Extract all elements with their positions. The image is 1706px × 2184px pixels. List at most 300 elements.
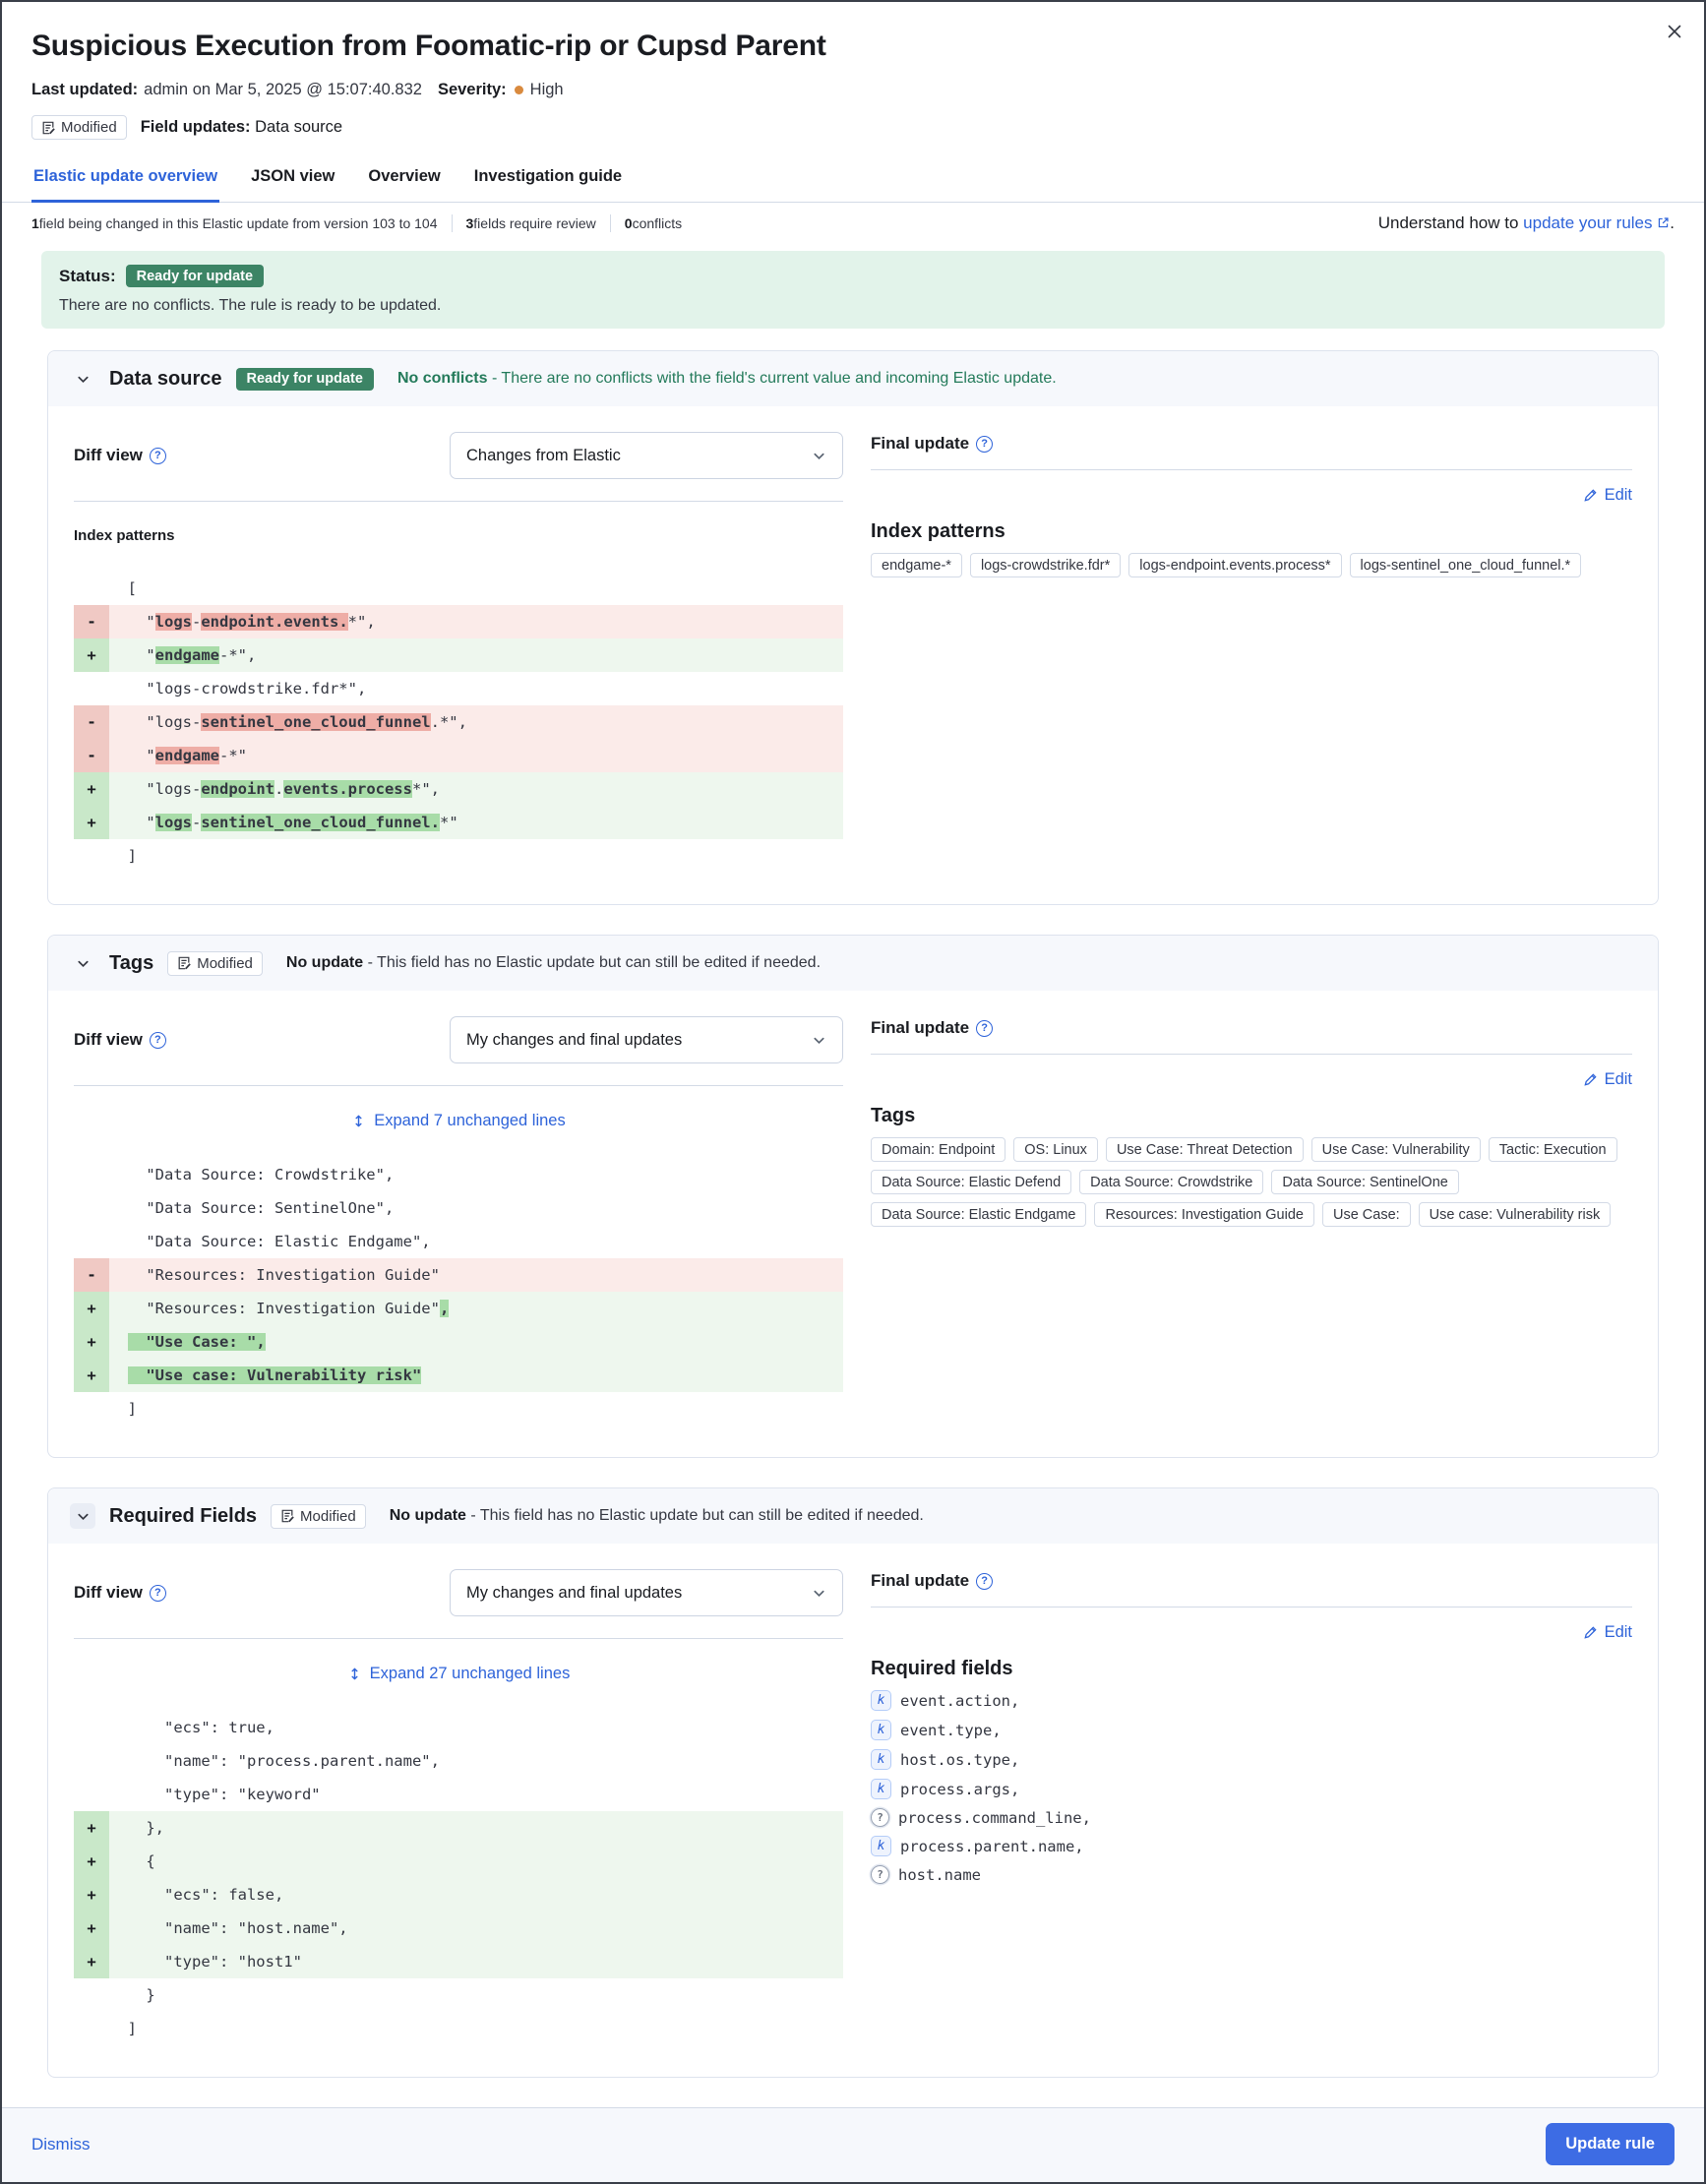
section-status — [390, 1507, 924, 1525]
diff-view-select-value: My changes and final updates — [466, 1583, 683, 1602]
value-badge: Data Source: SentinelOne — [1271, 1170, 1458, 1194]
required-field-name: host.name — [898, 1865, 981, 1884]
required-field-item — [871, 1836, 1632, 1856]
diff-code — [109, 1778, 843, 1811]
diff-text: " — [109, 814, 155, 831]
diff-line — [74, 1711, 843, 1744]
diff-view-row — [74, 1001, 843, 1086]
required-field-name: process.command_line, — [898, 1808, 1091, 1827]
chevron-down-icon — [76, 1509, 91, 1524]
expand-unchanged-text: Expand 7 unchanged lines — [374, 1112, 566, 1129]
keyword-type-icon: k — [871, 1749, 891, 1770]
diff-line — [74, 1258, 843, 1292]
diff-text: "ecs": true, — [109, 1719, 274, 1736]
last-updated-label: Last updated: — [31, 81, 139, 98]
diff-gutter: + — [74, 1945, 109, 1978]
diff-line — [74, 772, 843, 806]
diff-block — [74, 1711, 843, 2045]
diff-code — [109, 1392, 843, 1426]
final-update-heading-row — [871, 1553, 1632, 1608]
help-icon[interactable]: ? — [976, 436, 993, 453]
diff-code — [109, 1878, 843, 1911]
flyout-header — [2, 2, 1704, 161]
edit-link[interactable] — [1583, 1623, 1632, 1642]
diff-code — [109, 1978, 843, 2012]
diff-word-highlight: logs — [154, 613, 192, 631]
diff-line — [74, 705, 843, 739]
diff-gutter: + — [74, 1292, 109, 1325]
diff-line — [74, 1325, 843, 1359]
status-label: Status: — [59, 266, 116, 285]
final-update-label: Final update — [871, 434, 970, 453]
value-badge: Domain: Endpoint — [871, 1137, 1005, 1162]
final-field-heading: Required fields — [871, 1658, 1013, 1679]
diff-code — [109, 1292, 843, 1325]
info-count: 3 — [465, 215, 474, 231]
document-edit-icon — [41, 121, 55, 135]
section-status-strong: No conflicts — [396, 370, 488, 387]
chevron-down-icon — [812, 1033, 826, 1048]
diff-line — [74, 739, 843, 772]
diff-text: "Resources: Investigation Guide" — [109, 1300, 440, 1317]
tab-json-view[interactable]: JSON view — [251, 167, 335, 185]
section-status-strong: No update — [285, 954, 364, 971]
edit-row — [871, 1070, 1632, 1089]
diff-text: "name": "host.name", — [109, 1919, 348, 1937]
diff-line — [74, 1225, 843, 1258]
document-edit-icon — [280, 1509, 294, 1523]
section-header-tags — [48, 936, 1658, 991]
diff-code — [109, 638, 843, 672]
diff-gutter — [74, 1392, 109, 1426]
help-icon[interactable]: ? — [150, 448, 166, 464]
diff-code — [109, 605, 843, 638]
diff-word-highlight: endgame — [154, 646, 219, 664]
diff-text: " — [109, 646, 155, 664]
required-field-item — [871, 1749, 1632, 1770]
tab-investigation-guide[interactable]: Investigation guide — [473, 167, 623, 185]
dismiss-link[interactable]: Dismiss — [31, 2134, 91, 2154]
diff-column — [74, 1553, 843, 2045]
diff-text: - — [192, 613, 202, 631]
last-updated-value: admin on Mar 5, 2025 @ 15:07:40.832 — [144, 81, 422, 98]
value-badge: Use Case: — [1322, 1202, 1411, 1227]
section-status — [397, 370, 1057, 388]
edit-row — [871, 1623, 1632, 1642]
diff-gutter — [74, 1711, 109, 1744]
final-update-column — [871, 416, 1632, 873]
diff-text: "type": "host1" — [109, 1953, 302, 1971]
close-icon — [1667, 24, 1682, 39]
pencil-icon — [1583, 1072, 1598, 1087]
page-title: Suspicious Execution from Foomatic-rip or Cupsd Parent — [31, 30, 826, 62]
diff-text: . — [274, 780, 284, 798]
value-badge: logs-crowdstrike.fdr* — [970, 553, 1121, 577]
close-button[interactable] — [1659, 16, 1690, 47]
diff-line — [74, 672, 843, 705]
diff-gutter — [74, 1225, 109, 1258]
keyword-type-icon: k — [871, 1690, 891, 1711]
diff-code — [109, 1845, 843, 1878]
diff-gutter — [74, 1744, 109, 1778]
update-info-segments — [31, 214, 682, 232]
section-panel-tags — [47, 935, 1659, 1458]
diff-text: *" — [439, 814, 458, 831]
value-badge: Use Case: Threat Detection — [1106, 1137, 1304, 1162]
diff-view-label-wrap — [74, 1030, 166, 1050]
info-divider — [452, 214, 453, 232]
info-text: field being changed in this Elastic update from version 103 to 104 — [38, 215, 438, 231]
diff-line — [74, 806, 843, 839]
severity-dot-icon — [515, 86, 523, 94]
diff-line — [74, 1158, 843, 1191]
diff-code — [109, 839, 843, 873]
section-title: Tags — [109, 951, 154, 974]
diff-code — [109, 705, 843, 739]
diff-line — [74, 1392, 843, 1426]
final-badges — [871, 553, 1632, 577]
diff-text: "Data Source: SentinelOne", — [109, 1199, 395, 1217]
update-info-segment — [466, 215, 596, 231]
diff-view-select[interactable] — [450, 432, 843, 479]
help-icon[interactable]: ? — [150, 1032, 166, 1049]
update-info-segment — [31, 215, 438, 231]
unknown-type-icon: ? — [871, 1808, 889, 1827]
diff-view-label: Diff view — [74, 1030, 143, 1049]
required-field-item — [871, 1865, 1632, 1884]
collapse-toggle[interactable] — [70, 366, 95, 392]
section-panel-required-fields — [47, 1487, 1659, 2078]
diff-text — [109, 1333, 128, 1351]
diff-gutter: - — [74, 1258, 109, 1292]
value-badge: Use Case: Vulnerability — [1311, 1137, 1481, 1162]
diff-text: "type": "keyword" — [109, 1786, 321, 1803]
section-body — [48, 406, 1658, 904]
diff-text: "Data Source: Elastic Endgame", — [109, 1233, 431, 1250]
diff-text: ] — [109, 847, 137, 865]
diff-line — [74, 605, 843, 638]
diff-code — [109, 1811, 843, 1845]
diff-text: } — [109, 1986, 155, 2004]
diff-line — [74, 1878, 843, 1911]
diff-line — [74, 1778, 843, 1811]
diff-gutter — [74, 839, 109, 873]
section-body — [48, 991, 1658, 1457]
diff-text: "logs- — [109, 713, 202, 731]
required-field-item — [871, 1720, 1632, 1740]
modified-badge-label: Modified — [197, 954, 253, 972]
help-text: Understand how to update your rules . — [1377, 213, 1675, 232]
diff-line — [74, 2012, 843, 2045]
diff-gutter: + — [74, 806, 109, 839]
edit-link-label: Edit — [1604, 1623, 1632, 1641]
help-icon[interactable]: ? — [976, 1020, 993, 1037]
diff-code — [109, 1325, 843, 1359]
required-fields-list — [871, 1690, 1632, 1884]
diff-line — [74, 1911, 843, 1945]
diff-text: ] — [109, 1400, 137, 1418]
update-rule-button[interactable]: Update rule — [1546, 2123, 1675, 2165]
diff-code — [109, 1911, 843, 1945]
diff-code — [109, 1158, 843, 1191]
section-status-text: - This field has no Elastic update but can still be edited if needed. — [465, 1507, 924, 1524]
diff-gutter: + — [74, 1325, 109, 1359]
diff-line — [74, 1359, 843, 1392]
diff-text: -*" — [219, 747, 247, 764]
diff-code — [109, 1258, 843, 1292]
info-text: conflicts — [632, 215, 683, 231]
diff-line — [74, 1191, 843, 1225]
diff-block — [74, 1158, 843, 1426]
edit-row — [871, 486, 1632, 505]
help-icon[interactable]: ? — [976, 1573, 993, 1590]
required-field-name: event.type, — [900, 1721, 1002, 1739]
info-divider — [610, 214, 611, 232]
value-badge: endgame-* — [871, 553, 962, 577]
update-rules-link[interactable]: update your rules — [1523, 213, 1653, 232]
diff-code — [109, 2012, 843, 2045]
final-update-label: Final update — [871, 1018, 970, 1037]
update-info-row — [2, 203, 1704, 245]
diff-gutter: + — [74, 772, 109, 806]
chevron-down-icon — [812, 1586, 826, 1601]
final-update-column — [871, 1553, 1632, 2045]
edit-link-label: Edit — [1604, 486, 1632, 504]
section-header-required-fields — [48, 1488, 1658, 1544]
section-status — [286, 954, 821, 972]
expand-unchanged-text: Expand 27 unchanged lines — [369, 1665, 571, 1682]
info-count: 1 — [31, 215, 39, 231]
diff-view-select[interactable] — [450, 1569, 843, 1616]
value-badge: logs-endpoint.events.process* — [1128, 553, 1341, 577]
field-sections — [2, 350, 1704, 2107]
diff-code — [109, 739, 843, 772]
diff-view-select-value: My changes and final updates — [466, 1030, 683, 1049]
diff-word-highlight: endpoint — [201, 780, 274, 798]
diff-view-label: Diff view — [74, 446, 143, 464]
diff-line — [74, 1978, 843, 2012]
value-badge: Tactic: Execution — [1489, 1137, 1617, 1162]
value-badge: Resources: Investigation Guide — [1094, 1202, 1314, 1227]
diff-field-label: Index patterns — [74, 527, 175, 544]
diff-view-label-wrap — [74, 1583, 166, 1603]
diff-code — [109, 1744, 843, 1778]
diff-text: "Data Source: Crowdstrike", — [109, 1166, 395, 1183]
status-message: There are no conflicts. The rule is ready to be updated. — [59, 297, 442, 314]
value-badge: logs-sentinel_one_cloud_funnel.* — [1350, 553, 1582, 577]
diff-text: "logs- — [109, 780, 202, 798]
diff-gutter: + — [74, 1911, 109, 1945]
status-banner — [41, 251, 1665, 329]
flyout-footer — [2, 2107, 1704, 2184]
diff-text: { — [109, 1852, 155, 1870]
keyword-type-icon: k — [871, 1720, 891, 1740]
keyword-type-icon: k — [871, 1779, 891, 1799]
diff-gutter: - — [74, 705, 109, 739]
diff-gutter: + — [74, 638, 109, 672]
section-status-text: - There are no conflicts with the field's current value and incoming Elastic update. — [487, 370, 1057, 387]
document-edit-icon — [177, 956, 191, 970]
modified-badge: Modified — [31, 115, 127, 140]
required-field-name: host.os.type, — [900, 1750, 1020, 1769]
diff-text: - — [192, 814, 202, 831]
diff-code — [109, 1359, 843, 1392]
diff-text: " — [109, 747, 155, 764]
diff-text: " — [109, 613, 155, 631]
diff-view-select-value: Changes from Elastic — [466, 446, 621, 464]
unknown-type-icon: ? — [871, 1865, 889, 1884]
diff-view-label-wrap — [74, 446, 166, 465]
meta-row — [31, 81, 1675, 99]
final-update-column — [871, 1001, 1632, 1426]
diff-line — [74, 1744, 843, 1778]
diff-gutter: + — [74, 1811, 109, 1845]
diff-text: "Resources: Investigation Guide" — [109, 1266, 440, 1284]
edit-link[interactable] — [1583, 486, 1632, 505]
diff-line — [74, 839, 843, 873]
diff-line — [74, 1292, 843, 1325]
collapse-toggle[interactable] — [70, 950, 95, 976]
tab-overview[interactable]: Overview — [368, 167, 441, 185]
final-field-heading: Index patterns — [871, 520, 1005, 542]
diff-line — [74, 638, 843, 672]
info-count: 0 — [624, 215, 633, 231]
edit-link-label: Edit — [1604, 1070, 1632, 1088]
ready-for-update-badge: Ready for update — [236, 368, 374, 391]
update-info-segment — [625, 215, 682, 231]
chevron-down-icon — [76, 372, 91, 387]
diff-text: "logs-crowdstrike.fdr*", — [109, 680, 367, 698]
diff-text: .*", — [430, 713, 467, 731]
diff-gutter — [74, 1191, 109, 1225]
required-field-name: process.args, — [900, 1780, 1020, 1798]
diff-code — [109, 1945, 843, 1978]
diff-word-highlight: sentinel_one_cloud_funnel. — [201, 814, 440, 831]
final-update-heading-row — [871, 416, 1632, 470]
diff-view-row — [74, 1553, 843, 1639]
keyword-type-icon: k — [871, 1836, 891, 1856]
edit-link[interactable] — [1583, 1070, 1632, 1089]
pencil-icon — [1583, 488, 1598, 503]
chevron-down-icon — [76, 956, 91, 971]
help-icon[interactable]: ? — [150, 1585, 166, 1602]
diff-word-highlight: endgame — [154, 747, 219, 764]
diff-gutter — [74, 2012, 109, 2045]
field-updates: Field updates: Data source — [140, 118, 343, 136]
diff-code — [109, 572, 843, 605]
diff-column — [74, 1001, 843, 1426]
diff-text: "name": "process.parent.name", — [109, 1752, 440, 1770]
required-field-item — [871, 1808, 1632, 1827]
diff-line — [74, 572, 843, 605]
required-field-item — [871, 1779, 1632, 1799]
diff-text — [109, 1366, 128, 1384]
external-link-icon — [1657, 216, 1670, 229]
info-text: fields require review — [473, 215, 596, 231]
diff-gutter — [74, 672, 109, 705]
diff-code — [109, 806, 843, 839]
severity-value: High — [529, 81, 564, 98]
diff-gutter — [74, 1158, 109, 1191]
diff-gutter: - — [74, 739, 109, 772]
status-badge: Ready for update — [126, 265, 264, 287]
required-field-item — [871, 1690, 1632, 1711]
diff-view-select[interactable] — [450, 1016, 843, 1063]
diff-line — [74, 1845, 843, 1878]
diff-word-highlight: "Use case: Vulnerability risk" — [127, 1366, 422, 1384]
diff-view-label: Diff view — [74, 1583, 143, 1602]
diff-word-highlight: events.process — [283, 780, 412, 798]
expand-unchanged-link[interactable] — [74, 1665, 843, 1683]
diff-gutter: + — [74, 1845, 109, 1878]
chevron-down-icon — [812, 449, 826, 463]
tab-elastic-update-overview[interactable]: Elastic update overview — [31, 161, 219, 203]
diff-gutter: + — [74, 1878, 109, 1911]
final-field-heading: Tags — [871, 1105, 916, 1126]
diff-gutter — [74, 572, 109, 605]
diff-text: }, — [109, 1819, 164, 1837]
tab-bar — [2, 161, 1704, 203]
pencil-icon — [1583, 1625, 1598, 1640]
diff-gutter: + — [74, 1359, 109, 1392]
diff-gutter — [74, 1978, 109, 2012]
modified-badge — [271, 1504, 366, 1529]
diff-gutter: - — [74, 605, 109, 638]
value-badge: Data Source: Elastic Defend — [871, 1170, 1071, 1194]
diff-code — [109, 1225, 843, 1258]
diff-line — [74, 1945, 843, 1978]
collapse-toggle[interactable] — [70, 1503, 95, 1529]
final-badges — [871, 1137, 1632, 1227]
severity-label: Severity: — [437, 81, 507, 98]
value-badge: OS: Linux — [1013, 1137, 1098, 1162]
final-update-heading-row — [871, 1001, 1632, 1055]
section-header-data-source — [48, 351, 1658, 406]
diff-word-highlight: logs — [154, 814, 192, 831]
diff-word-highlight: sentinel_one_cloud_funnel — [201, 713, 431, 731]
section-title: Data source — [109, 367, 222, 390]
section-title: Required Fields — [109, 1504, 258, 1527]
diff-code — [109, 672, 843, 705]
value-badge: Data Source: Elastic Endgame — [871, 1202, 1086, 1227]
diff-word-highlight: , — [439, 1300, 450, 1317]
diff-column — [74, 416, 843, 873]
diff-text: ] — [109, 2020, 137, 2037]
diff-text: "ecs": false, — [109, 1886, 284, 1904]
value-badge: Data Source: Crowdstrike — [1079, 1170, 1263, 1194]
diff-text: [ — [109, 579, 137, 597]
section-panel-data-source — [47, 350, 1659, 905]
required-field-name: event.action, — [900, 1691, 1020, 1710]
diff-text: *", — [347, 613, 376, 631]
value-badge: Use case: Vulnerability risk — [1419, 1202, 1612, 1227]
diff-view-row — [74, 416, 843, 502]
modified-badge — [167, 951, 263, 976]
expand-arrows-icon — [351, 1114, 366, 1128]
diff-code — [109, 1191, 843, 1225]
expand-unchanged-link[interactable] — [74, 1112, 843, 1130]
diff-line — [74, 1811, 843, 1845]
final-update-label: Final update — [871, 1571, 970, 1590]
expand-arrows-icon — [347, 1667, 362, 1681]
diff-code — [109, 772, 843, 806]
diff-gutter — [74, 1778, 109, 1811]
diff-text: -*", — [219, 646, 257, 664]
diff-text: *", — [411, 780, 440, 798]
section-status-strong: No update — [389, 1507, 466, 1524]
modified-badge-label: Modified — [300, 1507, 356, 1525]
required-field-name: process.parent.name, — [900, 1837, 1084, 1855]
